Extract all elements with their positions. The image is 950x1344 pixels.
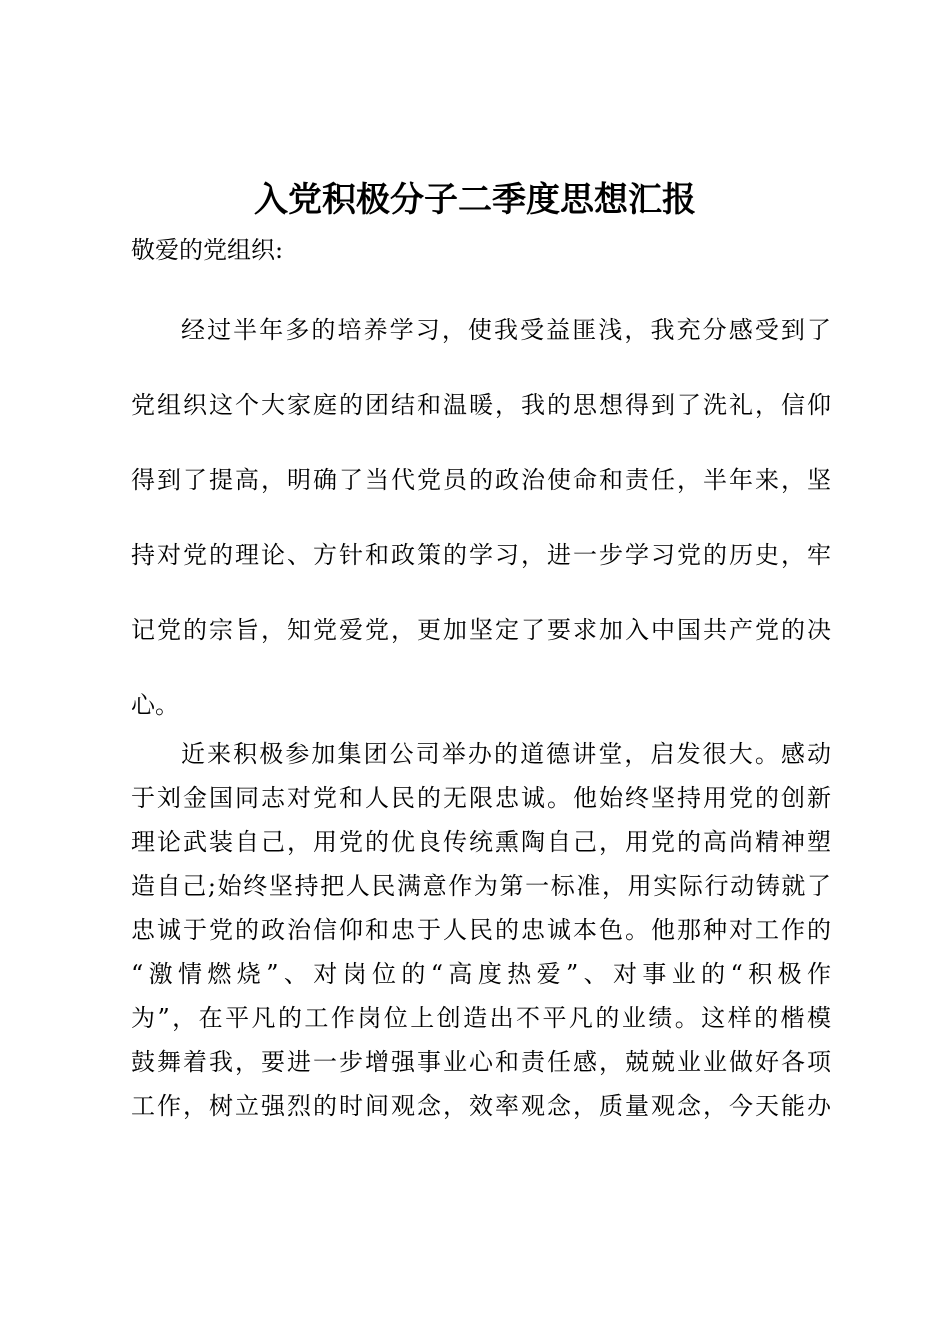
paragraph-line: 经过半年多的培养学习，使我受益匪浅，我充分感受到了 <box>181 316 831 344</box>
paragraph-line: 心。 <box>131 691 179 719</box>
salutation: 敬爱的党组织: <box>131 236 284 264</box>
paragraph-line: 得到了提高，明确了当代党员的政治使命和责任，半年来，坚 <box>131 466 831 494</box>
paragraph-line: 理论武装自己，用党的优良传统熏陶自己，用党的高尚精神塑 <box>131 828 831 856</box>
paragraph-line: 于刘金国同志对党和人民的无限忠诚。他始终坚持用党的创新 <box>131 784 831 812</box>
paragraph-line: 鼓舞着我，要进一步增强事业心和责任感，兢兢业业做好各项 <box>131 1048 831 1076</box>
paragraph-line: 造自己;始终坚持把人民满意作为第一标准，用实际行动铸就了 <box>131 872 831 900</box>
paragraph-line: 工作，树立强烈的时间观念，效率观念，质量观念，今天能办 <box>131 1092 831 1120</box>
paragraph-line: 忠诚于党的政治信仰和忠于人民的忠诚本色。他那种对工作的 <box>131 916 831 944</box>
paragraph-1 <box>131 293 831 743</box>
paragraph-line: 党组织这个大家庭的团结和温暖，我的思想得到了洗礼，信仰 <box>131 391 831 419</box>
paragraph-line: 持对党的理论、方针和政策的学习，进一步学习党的历史，牢 <box>131 541 831 569</box>
paragraph-line: “激情燃烧”、对岗位的“高度热爱”、对事业的“积极作 <box>131 960 831 988</box>
paragraph-line: 近来积极参加集团公司举办的道德讲堂，启发很大。感动 <box>181 740 831 768</box>
document-title: 入党积极分子二季度思想汇报 <box>254 180 696 220</box>
paragraph-line: 记党的宗旨，知党爱党，更加坚定了要求加入中国共产党的决 <box>131 616 831 644</box>
paragraph-line: 为”，在平凡的工作岗位上创造出不平凡的业绩。这样的楷模 <box>131 1004 831 1032</box>
paragraph-2 <box>131 732 831 1128</box>
